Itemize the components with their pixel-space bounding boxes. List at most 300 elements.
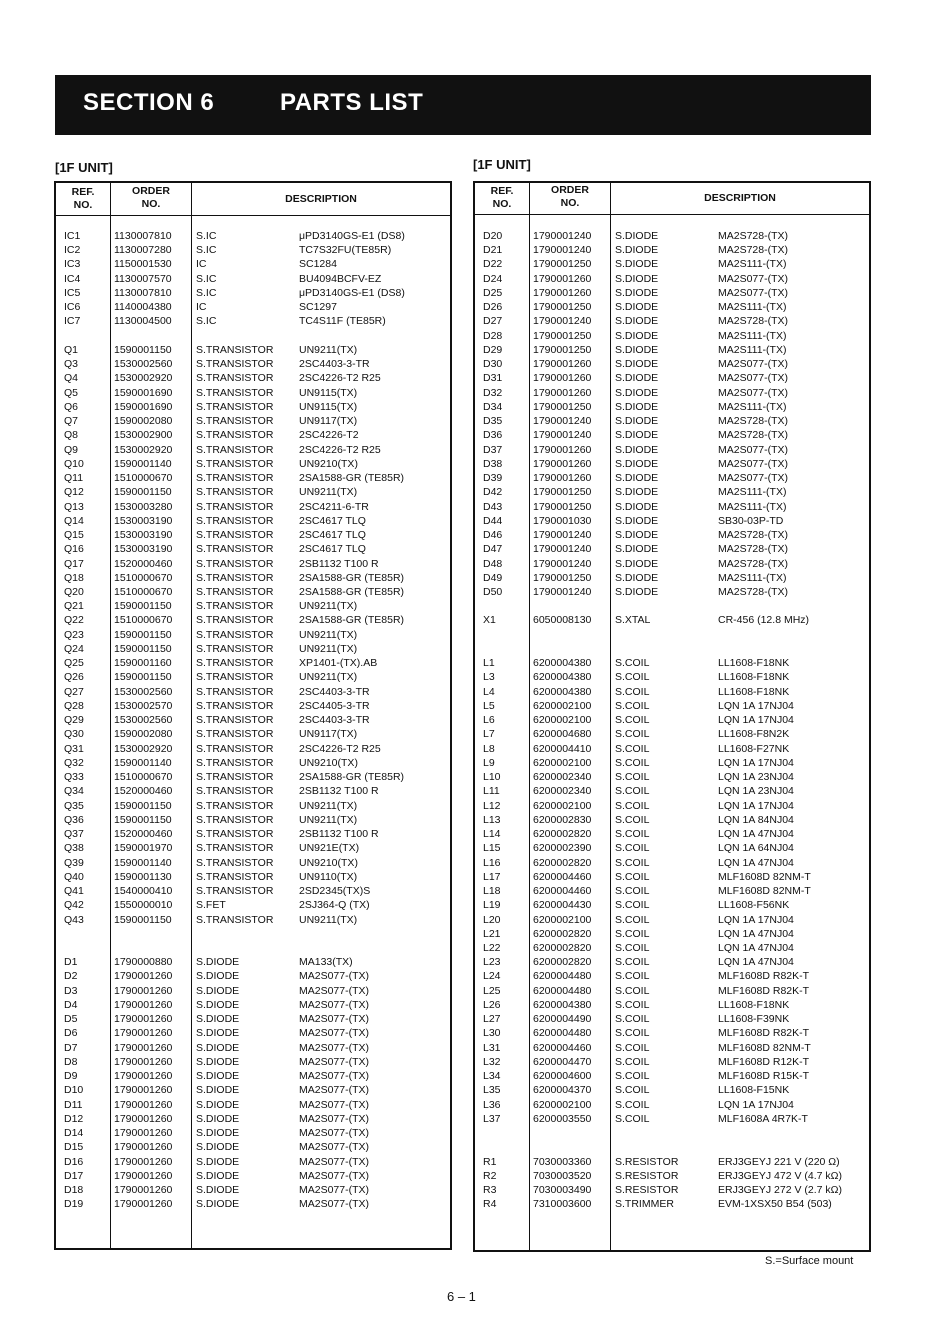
part-cell: MA2S077-(TX) xyxy=(718,443,789,456)
type-cell: S.DIODE xyxy=(196,970,240,983)
type-cell: S.DIODE xyxy=(196,1098,240,1111)
order-no-cell: 6200004380 xyxy=(533,998,592,1011)
type-cell: S.TRANSISTOR xyxy=(196,756,274,769)
part-cell: LQN 1A 84NJ04 xyxy=(718,813,794,826)
table-row xyxy=(475,500,869,514)
part-cell: MA2S111-(TX) xyxy=(718,301,787,314)
part-cell: UN9211(TX) xyxy=(299,813,358,826)
order-no-cell: 6200004480 xyxy=(533,1027,592,1040)
part-cell: MLF1608D R12K-T xyxy=(718,1055,810,1068)
order-no-cell: 1790001250 xyxy=(533,571,592,584)
part-cell: MA2S077-(TX) xyxy=(299,1098,370,1111)
table-row xyxy=(56,984,450,998)
table-row xyxy=(56,599,450,613)
order-no-cell: 1790001260 xyxy=(533,472,592,485)
part-cell: UN9211(TX) xyxy=(299,486,358,499)
type-cell: S.COIL xyxy=(615,1112,650,1125)
order-no-cell: 1140004380 xyxy=(114,301,172,314)
order-no-cell: 1590001150 xyxy=(114,813,172,826)
table-row xyxy=(475,841,869,855)
type-cell: S.IC xyxy=(196,244,217,257)
part-cell: MA2S077-(TX) xyxy=(299,984,370,997)
ref-no-header: REF. NO. xyxy=(490,185,514,210)
part-cell: TC4S11F (TE85R) xyxy=(299,315,386,328)
part-cell: LQN 1A 64NJ04 xyxy=(718,842,794,855)
ref-no-cell: L23 xyxy=(483,956,501,969)
ref-no-cell: IC2 xyxy=(64,244,81,257)
table-row xyxy=(56,357,450,371)
ref-no-cell: Q20 xyxy=(64,586,84,598)
table-row xyxy=(56,1126,450,1140)
type-cell: S.DIODE xyxy=(615,415,659,428)
order-no-cell: 1790001260 xyxy=(114,998,173,1011)
type-cell: S.TRANSISTOR xyxy=(196,728,274,741)
ref-no-cell: R4 xyxy=(483,1198,497,1211)
part-cell: MLF1608D 82NM-T xyxy=(718,870,811,883)
part-cell: MA2S077-(TX) xyxy=(299,1070,370,1083)
ref-no-cell: Q36 xyxy=(64,813,84,826)
part-cell: 2SC4226-T2 R25 xyxy=(299,372,381,385)
table-row xyxy=(56,1098,450,1112)
part-cell: 2SB1132 T100 R xyxy=(299,557,379,570)
part-cell: LL1608-F18NK xyxy=(718,671,790,684)
table-row xyxy=(56,856,450,870)
table-row xyxy=(56,1026,450,1040)
ref-no-cell: D31 xyxy=(483,372,503,385)
part-cell: LL1608-F18NK xyxy=(718,998,790,1011)
part-cell: MLF1608D R82K-T xyxy=(718,1027,810,1040)
ref-no-cell: R1 xyxy=(483,1155,497,1168)
order-no-cell: 6200002830 xyxy=(533,813,592,826)
order-no-cell: 1520000460 xyxy=(114,785,173,798)
table-row xyxy=(475,898,869,912)
order-no-cell: 1130007810 xyxy=(114,286,172,299)
table-row xyxy=(56,656,450,670)
ref-no-cell: D2 xyxy=(64,970,78,983)
type-cell: S.TRANSISTOR xyxy=(196,400,274,413)
ref-no-cell: L6 xyxy=(483,714,495,727)
part-cell: MA2S077-(TX) xyxy=(718,272,789,285)
order-no-cell: 1530003190 xyxy=(114,514,173,527)
part-cell: MA2S111-(TX) xyxy=(718,329,787,342)
ref-no-cell: L15 xyxy=(483,842,501,855)
ref-no-cell: D4 xyxy=(64,998,78,1011)
ref-no-cell: L22 xyxy=(483,942,501,954)
ref-no-cell: D50 xyxy=(483,586,503,598)
ref-no-cell: D6 xyxy=(64,1027,78,1040)
table-row xyxy=(56,557,450,571)
ref-no-cell: D15 xyxy=(64,1141,84,1154)
table-row xyxy=(56,1197,450,1211)
type-cell: S.COIL xyxy=(615,1070,650,1083)
table-row xyxy=(56,1083,450,1097)
part-cell: LQN 1A 47NJ04 xyxy=(718,856,794,869)
page-number: 6 – 1 xyxy=(447,1289,476,1304)
table-row xyxy=(475,813,869,827)
order-no-cell: 1590001150 xyxy=(114,799,172,812)
order-no-cell: 1790001260 xyxy=(114,1198,173,1211)
order-no-cell: 1790001250 xyxy=(533,486,592,499)
ref-no-cell: D43 xyxy=(483,500,503,513)
table-row xyxy=(56,955,450,969)
type-cell: S.DIODE xyxy=(615,272,659,285)
type-cell: S.COIL xyxy=(615,899,650,912)
table-row xyxy=(475,329,869,343)
part-cell: MA2S728-(TX) xyxy=(718,557,789,570)
part-cell: LL1608-F15NK xyxy=(718,1084,790,1097)
table-row xyxy=(56,1155,450,1169)
table-row xyxy=(475,514,869,528)
type-cell: S.DIODE xyxy=(196,1084,240,1097)
part-cell: MA2S077-(TX) xyxy=(299,1055,370,1068)
order-no-cell: 6200004460 xyxy=(533,885,592,898)
ref-no-cell: D21 xyxy=(483,244,503,257)
order-no-cell: 1790001260 xyxy=(533,358,592,371)
type-cell: S.TRANSISTOR xyxy=(196,386,274,399)
ref-no-cell: Q39 xyxy=(64,856,84,869)
ref-no-cell: D34 xyxy=(483,400,503,413)
ref-no-cell: L25 xyxy=(483,984,501,997)
table-row xyxy=(475,927,869,941)
type-cell: S.DIODE xyxy=(196,984,240,997)
part-cell: LQN 1A 47NJ04 xyxy=(718,828,794,841)
type-cell: S.TRANSISTOR xyxy=(196,813,274,826)
part-cell: SC1297 xyxy=(299,301,337,314)
type-cell: S.TRANSISTOR xyxy=(196,343,274,356)
table-row xyxy=(56,343,450,357)
type-cell: S.DIODE xyxy=(615,258,659,271)
type-cell: S.DIODE xyxy=(196,956,240,969)
table-row xyxy=(56,913,450,927)
order-no-cell: 1540000410 xyxy=(114,885,173,898)
order-no-cell: 1590001150 xyxy=(114,343,172,356)
part-cell: MA2S077-(TX) xyxy=(299,1041,370,1054)
part-cell: MA2S111-(TX) xyxy=(718,486,787,499)
ref-no-cell: IC7 xyxy=(64,315,81,328)
type-cell: S.COIL xyxy=(615,1084,650,1097)
type-cell: S.DIODE xyxy=(196,998,240,1011)
part-cell: ERJ3GEYJ 272 V (2.7 kΩ) xyxy=(718,1184,842,1197)
part-cell: 2SA1588-GR (TE85R) xyxy=(299,586,405,598)
part-cell: SB30-03P-TD xyxy=(718,514,784,527)
order-no-cell: 6200004460 xyxy=(533,1041,592,1054)
ref-no-cell: Q40 xyxy=(64,870,84,883)
part-cell: 2SC4617 TLQ xyxy=(299,514,366,527)
description-header: DESCRIPTION xyxy=(704,192,776,204)
ref-no-cell: D28 xyxy=(483,329,503,342)
part-cell: UN9210(TX) xyxy=(299,856,358,869)
type-cell: S.COIL xyxy=(615,756,650,769)
order-no-cell: 1130004500 xyxy=(114,315,172,328)
type-cell: S.TRANSISTOR xyxy=(196,571,274,584)
type-cell: S.DIODE xyxy=(615,386,659,399)
order-no-cell: 1790001240 xyxy=(533,543,592,556)
table-row xyxy=(475,485,869,499)
table-row xyxy=(56,1183,450,1197)
order-no-cell: 1790001260 xyxy=(533,272,592,285)
type-cell: S.COIL xyxy=(615,942,650,954)
table-row xyxy=(56,514,450,528)
type-cell: S.COIL xyxy=(615,728,650,741)
order-no-cell: 1530002920 xyxy=(114,372,173,385)
part-cell: MA2S728-(TX) xyxy=(718,230,789,242)
ref-no-cell: Q16 xyxy=(64,543,84,556)
order-no-cell: 7030003490 xyxy=(533,1184,592,1197)
ref-no-cell: D19 xyxy=(64,1198,84,1211)
part-cell: MA2S077-(TX) xyxy=(718,358,789,371)
ref-no-cell: Q10 xyxy=(64,457,84,470)
ref-no-cell: X1 xyxy=(483,614,496,627)
table-row xyxy=(56,642,450,656)
type-cell: S.RESISTOR xyxy=(615,1169,679,1182)
type-cell: S.COIL xyxy=(615,714,650,727)
order-no-cell: 1790001240 xyxy=(533,244,592,257)
table-row xyxy=(56,371,450,385)
order-no-cell: 6200002100 xyxy=(533,1098,592,1111)
part-cell: 2SC4211-6-TR xyxy=(299,500,369,513)
type-cell: S.DIODE xyxy=(615,244,659,257)
type-cell: S.TRANSISTOR xyxy=(196,685,274,698)
order-no-cell: 1790001240 xyxy=(533,415,592,428)
order-no-cell: 6200004380 xyxy=(533,671,592,684)
ref-no-cell: L24 xyxy=(483,970,501,983)
ref-no-cell: Q32 xyxy=(64,756,84,769)
table-row xyxy=(56,485,450,499)
order-no-cell: 1590001140 xyxy=(114,457,172,470)
table-row xyxy=(475,1026,869,1040)
order-no-cell: 6200004380 xyxy=(533,685,592,698)
ref-no-cell: Q27 xyxy=(64,685,84,698)
type-cell: S.RESISTOR xyxy=(615,1155,679,1168)
type-cell: S.IC xyxy=(196,230,217,242)
ref-no-cell: D14 xyxy=(64,1127,84,1140)
ref-no-cell: Q13 xyxy=(64,500,84,513)
part-cell: CR-456 (12.8 MHz) xyxy=(718,614,810,627)
part-cell: MA2S077-(TX) xyxy=(299,1112,370,1125)
table-row xyxy=(475,343,869,357)
ref-no-cell: Q28 xyxy=(64,699,84,712)
order-no-cell: 1790001250 xyxy=(533,329,592,342)
part-cell: MA2S111-(TX) xyxy=(718,400,787,413)
part-cell: MA2S077-(TX) xyxy=(299,1027,370,1040)
order-no-cell: 1790001240 xyxy=(533,557,592,570)
table-row xyxy=(56,613,450,627)
order-no-cell: 6200004370 xyxy=(533,1084,592,1097)
order-no-cell: 6200002100 xyxy=(533,714,592,727)
table-row xyxy=(475,1112,869,1126)
table-row xyxy=(56,870,450,884)
part-cell: XP1401-(TX).AB xyxy=(299,657,378,670)
ref-no-cell: L16 xyxy=(483,856,501,869)
ref-no-cell: D48 xyxy=(483,557,503,570)
table-row xyxy=(56,272,450,286)
table-row xyxy=(475,1183,869,1197)
order-no-cell: 6200002820 xyxy=(533,927,592,940)
table-row xyxy=(475,1041,869,1055)
ref-no-cell: L10 xyxy=(483,771,501,784)
table-row xyxy=(475,314,869,328)
type-cell: S.COIL xyxy=(615,813,650,826)
ref-no-cell: IC1 xyxy=(64,230,81,242)
part-cell: MA2S077-(TX) xyxy=(718,472,789,485)
ref-no-cell: Q3 xyxy=(64,358,79,371)
type-cell: S.TRANSISTOR xyxy=(196,842,274,855)
type-cell: S.DIODE xyxy=(615,514,659,527)
part-cell: BU4094BCFV-EZ xyxy=(299,272,382,285)
ref-no-cell: R3 xyxy=(483,1184,497,1197)
order-no-cell: 1790001240 xyxy=(533,586,592,598)
table-row xyxy=(56,969,450,983)
part-cell: 2SC4226-T2 R25 xyxy=(299,742,381,755)
type-cell: S.IC xyxy=(196,286,217,299)
part-cell: MLF1608D 82NM-T xyxy=(718,1041,811,1054)
type-cell: S.DIODE xyxy=(196,1055,240,1068)
part-cell: UN9211(TX) xyxy=(299,600,358,613)
order-no-cell: 1590001150 xyxy=(114,628,172,641)
table-row xyxy=(475,870,869,884)
ref-no-cell: L27 xyxy=(483,1013,501,1026)
table-row xyxy=(475,613,869,627)
type-cell: S.TRANSISTOR xyxy=(196,486,274,499)
ref-no-cell: Q34 xyxy=(64,785,84,798)
table-row xyxy=(56,799,450,813)
table-row xyxy=(475,1197,869,1211)
part-cell: LQN 1A 17NJ04 xyxy=(718,756,794,769)
part-cell: MLF1608D R82K-T xyxy=(718,984,810,997)
part-cell: LQN 1A 47NJ04 xyxy=(718,942,794,954)
type-cell: S.DIODE xyxy=(196,1184,240,1197)
order-no-cell: 1530003190 xyxy=(114,543,173,556)
part-cell: MA2S111-(TX) xyxy=(718,343,787,356)
table-row xyxy=(475,557,869,571)
part-cell: 2SC4403-3-TR xyxy=(299,685,370,698)
order-no-cell: 1790001250 xyxy=(533,301,592,314)
type-cell: S.DIODE xyxy=(196,1155,240,1168)
ref-no-cell: Q43 xyxy=(64,913,84,926)
ref-no-cell: D46 xyxy=(483,529,503,542)
section-title: PARTS LIST xyxy=(280,89,424,116)
type-cell: S.DIODE xyxy=(615,400,659,413)
order-no-cell: 1130007570 xyxy=(114,272,172,285)
ref-no-cell: L12 xyxy=(483,799,501,812)
type-cell: S.DIODE xyxy=(196,1198,240,1211)
order-no-cell: 1790001260 xyxy=(114,1169,173,1182)
type-cell: S.COIL xyxy=(615,927,650,940)
table-row xyxy=(475,542,869,556)
part-cell: LQN 1A 17NJ04 xyxy=(718,1098,794,1111)
order-no-cell: 6200002390 xyxy=(533,842,592,855)
table-row xyxy=(475,371,869,385)
table-row xyxy=(475,1098,869,1112)
ref-no-cell: Q26 xyxy=(64,671,84,684)
ref-no-cell: D8 xyxy=(64,1055,78,1068)
part-cell: 2SC4617 TLQ xyxy=(299,543,366,556)
part-cell: 2SA1588-GR (TE85R) xyxy=(299,472,405,485)
type-cell: S.COIL xyxy=(615,799,650,812)
table-row xyxy=(56,300,450,314)
table-row xyxy=(475,699,869,713)
order-no-cell: 1790001240 xyxy=(533,429,592,442)
part-cell: LL1608-F18NK xyxy=(718,685,790,698)
part-cell: MLF1608A 4R7K-T xyxy=(718,1112,808,1125)
type-cell: S.TRANSISTOR xyxy=(196,913,274,926)
order-no-cell: 6200004480 xyxy=(533,970,592,983)
order-no-cell: 1150001530 xyxy=(114,258,172,271)
ref-no-cell: D47 xyxy=(483,543,503,556)
type-cell: S.COIL xyxy=(615,842,650,855)
table-row xyxy=(56,685,450,699)
order-no-cell: 1790001260 xyxy=(114,1098,173,1111)
ref-no-cell: Q17 xyxy=(64,557,84,570)
ref-no-cell: Q30 xyxy=(64,728,84,741)
part-cell: MA2S728-(TX) xyxy=(718,415,789,428)
type-cell: S.COIL xyxy=(615,1013,650,1026)
ref-no-cell: D12 xyxy=(64,1112,84,1125)
type-cell: S.TRANSISTOR xyxy=(196,457,274,470)
table-row xyxy=(56,998,450,1012)
ref-no-cell: D9 xyxy=(64,1070,78,1083)
table-row xyxy=(56,1041,450,1055)
ref-no-cell: L14 xyxy=(483,828,501,841)
table-row xyxy=(56,257,450,271)
table-row xyxy=(56,784,450,798)
type-cell: S.TRANSISTOR xyxy=(196,415,274,428)
table-row xyxy=(475,357,869,371)
table-row xyxy=(56,528,450,542)
table-row xyxy=(475,770,869,784)
type-cell: S.DIODE xyxy=(196,1027,240,1040)
ref-no-cell: D37 xyxy=(483,443,503,456)
order-no-cell: 1790001260 xyxy=(114,1127,173,1140)
ref-no-cell: Q12 xyxy=(64,486,84,499)
table-row xyxy=(56,443,450,457)
ref-no-cell: L4 xyxy=(483,685,495,698)
order-no-cell: 6200002820 xyxy=(533,828,592,841)
ref-no-cell: L9 xyxy=(483,756,495,769)
part-cell: MA2S111-(TX) xyxy=(718,258,787,271)
ref-no-cell: D27 xyxy=(483,315,503,328)
part-cell: ERJ3GEYJ 472 V (4.7 kΩ) xyxy=(718,1169,842,1182)
order-no-cell: 6200002100 xyxy=(533,756,592,769)
table-row xyxy=(475,913,869,927)
order-no-cell: 1510000670 xyxy=(114,586,173,598)
order-no-cell: 7310003600 xyxy=(533,1198,592,1211)
ref-no-cell: L8 xyxy=(483,742,495,755)
order-no-cell: 1790001260 xyxy=(114,1041,173,1054)
order-no-cell: 1590001150 xyxy=(114,600,172,613)
type-cell: S.COIL xyxy=(615,671,650,684)
table-row xyxy=(475,471,869,485)
ref-no-cell: D22 xyxy=(483,258,503,271)
table-row xyxy=(56,699,450,713)
ref-no-cell: Q38 xyxy=(64,842,84,855)
ref-no-cell: D18 xyxy=(64,1184,84,1197)
ref-no-cell: IC5 xyxy=(64,286,81,299)
header-divider xyxy=(56,215,450,216)
order-no-cell: 1530002920 xyxy=(114,443,173,456)
table-row xyxy=(475,1155,869,1169)
order-no-cell: 1520000460 xyxy=(114,557,173,570)
type-cell: S.TRANSISTOR xyxy=(196,771,274,784)
table-row xyxy=(475,272,869,286)
table-row xyxy=(475,571,869,585)
type-cell: S.TRANSISTOR xyxy=(196,514,274,527)
part-cell: μPD3140GS-E1 (DS8) xyxy=(299,230,405,242)
order-no-cell: 1790000880 xyxy=(114,956,173,969)
type-cell: S.COIL xyxy=(615,984,650,997)
table-row xyxy=(56,414,450,428)
part-cell: UN9211(TX) xyxy=(299,343,358,356)
